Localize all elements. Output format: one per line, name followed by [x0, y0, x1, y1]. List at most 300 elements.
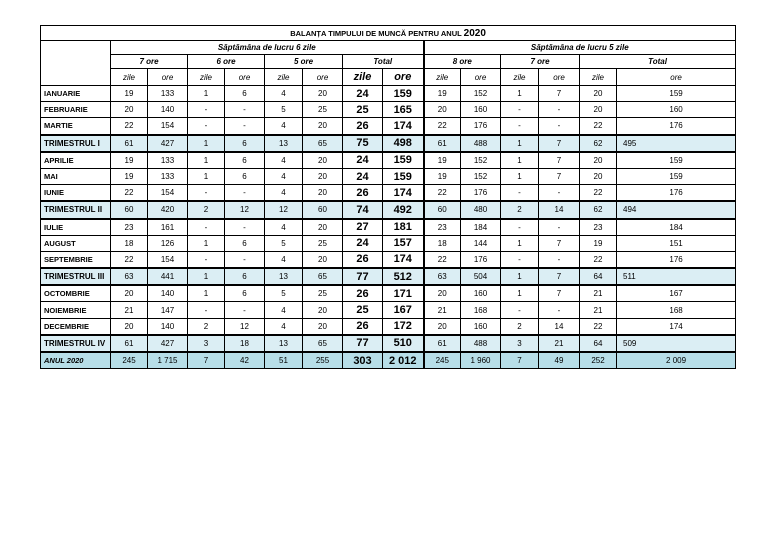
value-cell: 174: [383, 251, 424, 268]
value-cell: 427: [148, 135, 188, 152]
value-cell: 2 012: [383, 352, 424, 369]
value-cell: 14: [539, 201, 580, 218]
value-cell: 64: [580, 335, 617, 352]
value-cell: 20: [580, 86, 617, 102]
col-header-ore: ore: [539, 69, 580, 86]
value-cell: 2 009: [617, 352, 736, 369]
value-cell: 65: [303, 268, 343, 285]
value-cell: -: [501, 219, 539, 236]
month-row: [41, 219, 736, 236]
value-cell: 140: [148, 318, 188, 335]
month-row: [41, 102, 736, 118]
value-cell: -: [225, 102, 265, 118]
value-cell: 61: [111, 135, 148, 152]
value-cell: 1: [188, 135, 225, 152]
value-cell: 23: [424, 219, 461, 236]
value-cell: 176: [461, 251, 501, 268]
value-cell: 126: [148, 235, 188, 251]
table-body: [41, 86, 736, 369]
value-cell: 20: [111, 285, 148, 302]
col-header-ore: ore: [461, 69, 501, 86]
value-cell: 22: [580, 118, 617, 135]
value-cell: 24: [343, 152, 383, 169]
value-cell: 5: [265, 102, 303, 118]
six-7h-header: 7 ore: [111, 55, 188, 69]
value-cell: 20: [303, 86, 343, 102]
value-cell: -: [188, 251, 225, 268]
row-label: TRIMESTRUL I: [41, 135, 111, 152]
five-day-week-header: Săptămâna de lucru 5 zile: [424, 41, 736, 55]
work-time-balance-table: [40, 25, 736, 369]
value-cell: 20: [303, 251, 343, 268]
value-cell: 1: [501, 86, 539, 102]
value-cell: 509: [617, 335, 736, 352]
value-cell: 12: [225, 318, 265, 335]
value-cell: 181: [383, 219, 424, 236]
value-cell: 512: [383, 268, 424, 285]
value-cell: 6: [225, 152, 265, 169]
table-title: [41, 26, 736, 41]
value-cell: 20: [303, 118, 343, 135]
month-row: [41, 152, 736, 169]
quarter-row: [41, 201, 736, 218]
value-cell: 303: [343, 352, 383, 369]
value-cell: -: [225, 118, 265, 135]
month-row: [41, 118, 736, 135]
value-cell: 60: [303, 201, 343, 218]
value-cell: 511: [617, 268, 736, 285]
value-cell: 13: [265, 135, 303, 152]
value-cell: -: [501, 102, 539, 118]
value-cell: 20: [580, 152, 617, 169]
row-label: MARTIE: [41, 118, 111, 135]
value-cell: 21: [580, 285, 617, 302]
col-header-zile: zile: [580, 69, 617, 86]
value-cell: 60: [111, 201, 148, 218]
value-cell: 20: [580, 168, 617, 184]
value-cell: 4: [265, 168, 303, 184]
value-cell: 2: [188, 201, 225, 218]
value-cell: 21: [111, 302, 148, 318]
title-year: 2020: [463, 27, 486, 39]
row-label: FEBRUARIE: [41, 102, 111, 118]
value-cell: -: [539, 102, 580, 118]
value-cell: 147: [148, 302, 188, 318]
value-cell: 6: [225, 285, 265, 302]
row-label: NOIEMBRIE: [41, 302, 111, 318]
value-cell: -: [188, 185, 225, 202]
value-cell: 7: [539, 135, 580, 152]
value-cell: 161: [148, 219, 188, 236]
value-cell: 176: [617, 185, 736, 202]
value-cell: 174: [617, 318, 736, 335]
value-cell: 152: [461, 152, 501, 169]
value-cell: 159: [617, 152, 736, 169]
value-cell: 176: [617, 251, 736, 268]
value-cell: 133: [148, 168, 188, 184]
month-row: [41, 285, 736, 302]
value-cell: 21: [424, 302, 461, 318]
value-cell: 19: [424, 152, 461, 169]
value-cell: 159: [383, 86, 424, 102]
value-cell: 13: [265, 268, 303, 285]
value-cell: 60: [424, 201, 461, 218]
value-cell: 495: [617, 135, 736, 152]
col-header-zile: zile: [111, 69, 148, 86]
value-cell: -: [188, 302, 225, 318]
row-label: TRIMESTRUL III: [41, 268, 111, 285]
value-cell: 2: [188, 318, 225, 335]
value-cell: 20: [303, 152, 343, 169]
value-cell: 504: [461, 268, 501, 285]
value-cell: 1 960: [461, 352, 501, 369]
row-label: SEPTEMBRIE: [41, 251, 111, 268]
value-cell: -: [501, 118, 539, 135]
col-header-zile: zile: [501, 69, 539, 86]
value-cell: 26: [343, 318, 383, 335]
quarter-row: [41, 335, 736, 352]
value-cell: 152: [461, 86, 501, 102]
value-cell: -: [539, 118, 580, 135]
value-cell: 245: [424, 352, 461, 369]
value-cell: -: [225, 185, 265, 202]
value-cell: 26: [343, 185, 383, 202]
value-cell: 159: [617, 86, 736, 102]
six-total-header: Total: [343, 55, 424, 69]
value-cell: 252: [580, 352, 617, 369]
value-cell: 65: [303, 135, 343, 152]
row-label: TRIMESTRUL II: [41, 201, 111, 218]
value-cell: -: [501, 185, 539, 202]
five-total-header: Total: [580, 55, 736, 69]
six-day-week-header: Săptămâna de lucru 6 zile: [111, 41, 424, 55]
value-cell: 152: [461, 168, 501, 184]
value-cell: 1: [501, 285, 539, 302]
value-cell: 140: [148, 285, 188, 302]
value-cell: 6: [225, 235, 265, 251]
row-label: IULIE: [41, 219, 111, 236]
value-cell: 26: [343, 118, 383, 135]
value-cell: 4: [265, 185, 303, 202]
value-cell: 420: [148, 201, 188, 218]
title-text: BALANȚA TIMPULUI DE MUNCĂ PENTRU ANUL: [290, 28, 462, 38]
value-cell: 25: [343, 302, 383, 318]
value-cell: 12: [225, 201, 265, 218]
value-cell: 4: [265, 302, 303, 318]
value-cell: 22: [580, 318, 617, 335]
value-cell: 24: [343, 86, 383, 102]
value-cell: 480: [461, 201, 501, 218]
value-cell: 140: [148, 102, 188, 118]
value-cell: 4: [265, 86, 303, 102]
row-label: IANUARIE: [41, 86, 111, 102]
five-7h-header: 7 ore: [501, 55, 580, 69]
value-cell: 441: [148, 268, 188, 285]
value-cell: 7: [539, 152, 580, 169]
value-cell: -: [539, 302, 580, 318]
value-cell: 63: [111, 268, 148, 285]
value-cell: 22: [580, 251, 617, 268]
value-cell: 13: [265, 335, 303, 352]
value-cell: 4: [265, 251, 303, 268]
value-cell: 159: [383, 152, 424, 169]
value-cell: 4: [265, 118, 303, 135]
value-cell: 20: [303, 219, 343, 236]
value-cell: 6: [225, 168, 265, 184]
value-cell: 167: [383, 302, 424, 318]
value-cell: 167: [617, 285, 736, 302]
col-header-ore-total: ore: [383, 69, 424, 86]
value-cell: -: [225, 219, 265, 236]
value-cell: 1: [188, 168, 225, 184]
value-cell: 20: [111, 102, 148, 118]
value-cell: 154: [148, 251, 188, 268]
value-cell: 2: [501, 201, 539, 218]
value-cell: 23: [580, 219, 617, 236]
value-cell: 1: [188, 86, 225, 102]
quarter-row: [41, 135, 736, 152]
value-cell: 159: [617, 168, 736, 184]
col-header-zile: zile: [424, 69, 461, 86]
value-cell: 20: [424, 102, 461, 118]
value-cell: 255: [303, 352, 343, 369]
value-cell: -: [188, 118, 225, 135]
value-cell: 19: [111, 168, 148, 184]
value-cell: 21: [539, 335, 580, 352]
quarter-row: [41, 268, 736, 285]
month-row: [41, 168, 736, 184]
value-cell: 18: [111, 235, 148, 251]
value-cell: 26: [343, 251, 383, 268]
value-cell: 174: [383, 118, 424, 135]
value-cell: 23: [111, 219, 148, 236]
corner-cell: [41, 41, 111, 86]
value-cell: 20: [303, 185, 343, 202]
value-cell: -: [225, 302, 265, 318]
value-cell: 6: [225, 135, 265, 152]
subgroup-header-row: [41, 55, 736, 69]
value-cell: 61: [424, 135, 461, 152]
value-cell: 494: [617, 201, 736, 218]
value-cell: 65: [303, 335, 343, 352]
value-cell: 498: [383, 135, 424, 152]
value-cell: -: [539, 219, 580, 236]
value-cell: 168: [461, 302, 501, 318]
value-cell: 22: [111, 251, 148, 268]
col-header-ore: ore: [617, 69, 736, 86]
value-cell: 1: [501, 168, 539, 184]
value-cell: 154: [148, 185, 188, 202]
value-cell: 7: [501, 352, 539, 369]
value-cell: 157: [383, 235, 424, 251]
value-cell: 24: [343, 235, 383, 251]
value-cell: 18: [424, 235, 461, 251]
value-cell: 62: [580, 135, 617, 152]
value-cell: 6: [225, 86, 265, 102]
value-cell: 160: [461, 318, 501, 335]
value-cell: 4: [265, 152, 303, 169]
value-cell: 133: [148, 86, 188, 102]
value-cell: 5: [265, 235, 303, 251]
value-cell: 172: [383, 318, 424, 335]
value-cell: 22: [424, 118, 461, 135]
value-cell: 20: [580, 102, 617, 118]
row-label: MAI: [41, 168, 111, 184]
value-cell: 184: [617, 219, 736, 236]
value-cell: 19: [580, 235, 617, 251]
value-cell: 20: [111, 318, 148, 335]
value-cell: 144: [461, 235, 501, 251]
value-cell: 488: [461, 135, 501, 152]
value-cell: 151: [617, 235, 736, 251]
value-cell: 1: [501, 235, 539, 251]
value-cell: -: [188, 102, 225, 118]
value-cell: 427: [148, 335, 188, 352]
title-row: [41, 26, 736, 41]
row-label: TRIMESTRUL IV: [41, 335, 111, 352]
col-header-zile: zile: [265, 69, 303, 86]
six-6h-header: 6 ore: [188, 55, 265, 69]
value-cell: 6: [225, 268, 265, 285]
value-cell: 77: [343, 268, 383, 285]
value-cell: 1: [188, 235, 225, 251]
value-cell: 171: [383, 285, 424, 302]
value-cell: 75: [343, 135, 383, 152]
value-cell: 62: [580, 201, 617, 218]
row-label: ANUL 2020: [41, 352, 111, 369]
value-cell: 2: [501, 318, 539, 335]
value-cell: 1: [501, 268, 539, 285]
value-cell: -: [539, 185, 580, 202]
value-cell: 19: [424, 86, 461, 102]
value-cell: 25: [343, 102, 383, 118]
value-cell: 49: [539, 352, 580, 369]
month-row: [41, 235, 736, 251]
value-cell: -: [501, 251, 539, 268]
row-label: OCTOMBRIE: [41, 285, 111, 302]
value-cell: 7: [539, 285, 580, 302]
group-header-row: [41, 41, 736, 55]
value-cell: -: [188, 219, 225, 236]
value-cell: 510: [383, 335, 424, 352]
value-cell: 160: [617, 102, 736, 118]
value-cell: 22: [424, 251, 461, 268]
value-cell: 168: [617, 302, 736, 318]
value-cell: 184: [461, 219, 501, 236]
value-cell: 20: [424, 285, 461, 302]
value-cell: 3: [501, 335, 539, 352]
value-cell: 159: [383, 168, 424, 184]
value-cell: -: [539, 251, 580, 268]
value-cell: 7: [539, 168, 580, 184]
value-cell: 1: [188, 268, 225, 285]
value-cell: 63: [424, 268, 461, 285]
value-cell: 22: [424, 185, 461, 202]
value-cell: 7: [539, 235, 580, 251]
value-cell: 14: [539, 318, 580, 335]
value-cell: 176: [617, 118, 736, 135]
value-cell: 1: [501, 135, 539, 152]
value-cell: 26: [343, 285, 383, 302]
year-total-row: [41, 352, 736, 369]
value-cell: 12: [265, 201, 303, 218]
value-cell: -: [225, 251, 265, 268]
value-cell: 492: [383, 201, 424, 218]
value-cell: 51: [265, 352, 303, 369]
col-header-zile: zile: [188, 69, 225, 86]
value-cell: 133: [148, 152, 188, 169]
value-cell: 1: [188, 152, 225, 169]
value-cell: 176: [461, 185, 501, 202]
value-cell: 488: [461, 335, 501, 352]
value-cell: 19: [111, 86, 148, 102]
value-cell: 21: [580, 302, 617, 318]
col-header-zile-total: zile: [343, 69, 383, 86]
row-label: DECEMBRIE: [41, 318, 111, 335]
value-cell: 22: [111, 185, 148, 202]
value-cell: 42: [225, 352, 265, 369]
value-cell: 174: [383, 185, 424, 202]
value-cell: 7: [188, 352, 225, 369]
value-cell: 74: [343, 201, 383, 218]
value-cell: 5: [265, 285, 303, 302]
value-cell: 20: [303, 302, 343, 318]
column-header-row: [41, 69, 736, 86]
col-header-ore: ore: [148, 69, 188, 86]
value-cell: 25: [303, 235, 343, 251]
value-cell: 25: [303, 102, 343, 118]
value-cell: 3: [188, 335, 225, 352]
value-cell: 4: [265, 318, 303, 335]
value-cell: 245: [111, 352, 148, 369]
six-5h-header: 5 ore: [265, 55, 343, 69]
value-cell: 25: [303, 285, 343, 302]
value-cell: 22: [580, 185, 617, 202]
month-row: [41, 302, 736, 318]
value-cell: 154: [148, 118, 188, 135]
value-cell: 165: [383, 102, 424, 118]
value-cell: 20: [303, 318, 343, 335]
value-cell: 176: [461, 118, 501, 135]
value-cell: 19: [111, 152, 148, 169]
month-row: [41, 251, 736, 268]
value-cell: -: [501, 302, 539, 318]
five-8h-header: 8 ore: [424, 55, 501, 69]
row-label: AUGUST: [41, 235, 111, 251]
value-cell: 7: [539, 268, 580, 285]
value-cell: 1: [188, 285, 225, 302]
col-header-ore: ore: [303, 69, 343, 86]
value-cell: 27: [343, 219, 383, 236]
month-row: [41, 86, 736, 102]
month-row: [41, 185, 736, 202]
value-cell: 61: [111, 335, 148, 352]
value-cell: 19: [424, 168, 461, 184]
value-cell: 77: [343, 335, 383, 352]
col-header-ore: ore: [225, 69, 265, 86]
value-cell: 18: [225, 335, 265, 352]
value-cell: 64: [580, 268, 617, 285]
value-cell: 1: [501, 152, 539, 169]
row-label: IUNIE: [41, 185, 111, 202]
value-cell: 20: [303, 168, 343, 184]
value-cell: 61: [424, 335, 461, 352]
value-cell: 160: [461, 285, 501, 302]
value-cell: 7: [539, 86, 580, 102]
value-cell: 160: [461, 102, 501, 118]
value-cell: 1 715: [148, 352, 188, 369]
value-cell: 4: [265, 219, 303, 236]
